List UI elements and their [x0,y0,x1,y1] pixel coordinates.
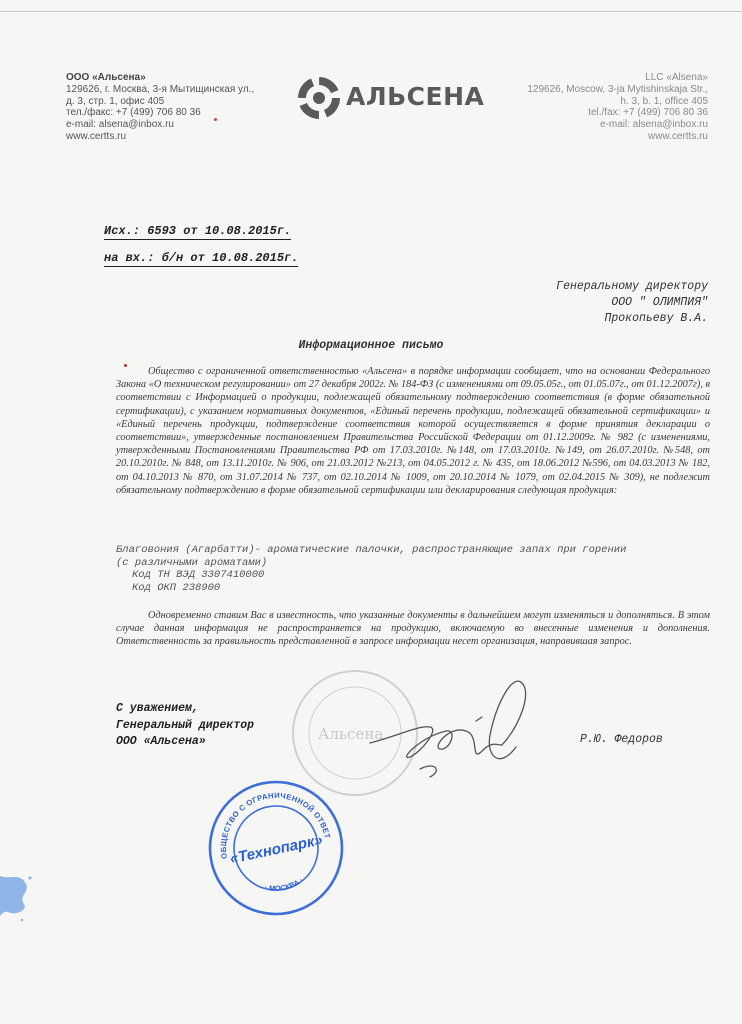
product-code-okp: Код ОКП 238900 [132,581,221,594]
seal-ring-text: ОБЩЕСТВО С ОГРАНИЧЕННОЙ ОТВЕТСТВЕННОСТЬЮ [218,790,333,860]
outgoing-reference: Исх.: 6593 от 10.08.2015г. [104,224,292,238]
addressee-block [556,279,708,327]
address-line: h. 3, b. 1, office 405 [620,95,708,107]
ink-dot [214,118,217,121]
addressee-position: Генеральному директору [556,280,708,293]
phone-line: тел./факс: +7 (499) 706 80 36 [66,107,201,119]
round-seal [206,778,346,918]
product-note: (с различными ароматами) [116,556,268,569]
signer-company: ООО «Альсена» [116,735,206,748]
signature-block [116,701,254,751]
product-name: Благовония (Агарбатти)- ароматические палочки, распространяющие запах при горении [116,544,627,556]
address-line: 129626, г. Москва, 3-я Мытищинская ул., [66,83,255,95]
email-line: e-mail: alsena@inbox.ru [600,119,708,131]
signer-name: Р.Ю. Федоров [580,733,663,746]
closing-phrase: С уважением, [116,702,199,715]
incoming-reference: на вх.: б/н от 10.08.2015г. [104,251,299,265]
letterhead-left [66,72,296,143]
ink-smudge [0,866,40,926]
website-line: www.certts.ru [66,130,127,142]
logo-text: АЛЬСЕНА [346,82,485,111]
company-name-en: LLC «Alsena» [645,72,708,83]
address-line: 129626, Moscow, 3-ja Mytishinskaja Str., [527,83,708,95]
seal-bottom-text: · МОСКВА · [263,875,305,894]
faint-company-stamp [293,671,417,795]
addressee-name: Прокопьеву В.А. [604,312,708,325]
addressee-company: ООО " ОЛИМПИЯ" [611,296,708,309]
handwritten-signature-icon [370,681,526,777]
product-description [116,544,716,594]
main-paragraph: Общество с ограниченной ответственностью «Альсена» в порядке информации сообщает, что на основании Федерального Закона «О техническом регулировании» от 27 декабря 2002г. № 184-ФЗ (с изменениями от 09.05.05г., от 01.05.07г., от 01.12.2007г), в соответствии с Информацией о продукции, подлежащей обязательному подтверждению соответствия (в форме обязательной сертификации), с указанием нормативных документов, «Единый перечень продукции, подлежащей обязательной сертификации» и «Единый перечень продукции, подтверждение соответствия которой осуществляется в форме принятия декларации о соответствии», утвержденные постановлением Правительства Российской Федерации от 01.12.2009г. № 982 (с изменениями, утвержденными Постановлениями Правительства РФ от 17.03.2010г. №148, от 17.03.2010г. №149, от 26.07.2010г. №548, от 20.10.2010г. № 848, от 13.11.2010г. № 906, от 21.03.2012 №213, от 04.05.2012 г. № 435, от 18.06.2012 №596, от 04.03.2013 № 182, от 04.10.2013 № 870, от 31.07.2014 № 737, от 02.10.2014 № 1009, от 20.10.2014 № 1079, от 02.04.2015 № 309), не подлежит обязательному подтверждению в форме обязательной сертификации или декларирования следующая продукция: [116,366,710,496]
company-name-ru: ООО «Альсена» [66,72,146,83]
letter-title: Информационное письмо [298,339,444,352]
address-line: д. 3, стр. 1, офис 405 [66,95,165,107]
faint-stamp-text: Альсена [318,725,384,743]
website-line: www.certts.ru [647,130,708,142]
email-line: e-mail: alsena@inbox.ru [66,119,174,131]
company-logo [296,76,486,120]
signer-position: Генеральный директор [116,718,255,732]
product-code-tnved: Код ТН ВЭД 3307410000 [132,569,265,582]
top-edge-line [0,11,742,12]
letterhead-right [478,72,708,143]
seal-center-text: «Технопарк» [228,831,325,868]
notice-paragraph: Одновременно ставим Вас в известность, что указанные документы в дальнейшем могут изменяться и дополняться. В этом случае данная информация не распространяется на продукцию, включаемую во внесенные изменения и дополнения. Ответственность за правильность представленной в запросе информации несет организация, направившая запрос. [116,610,710,648]
logo-emblem-icon [296,76,342,120]
phone-line: tel./fax: +7 (499) 706 80 36 [588,107,708,119]
